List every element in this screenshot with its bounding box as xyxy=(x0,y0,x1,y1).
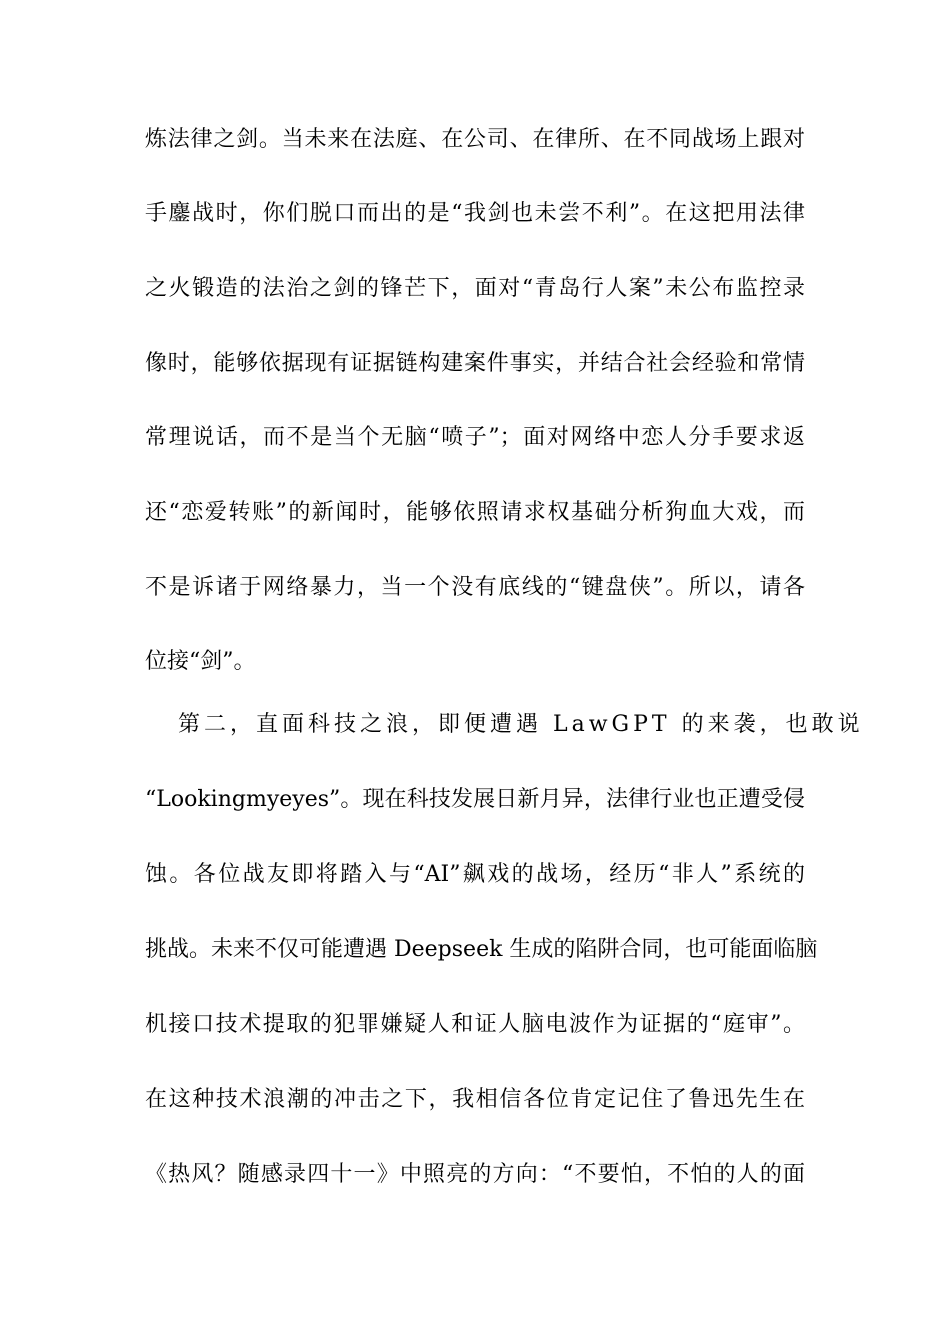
text-line: 常理说话，而不是当个无脑“喷子”；面对网络中恋人分手要求返 xyxy=(145,425,805,450)
text-line: 蚀。各位战友即将踏入与“AI”飙戏的战场，经历“非人”系统的 xyxy=(145,862,805,887)
text-line: 机接口技术提取的犯罪嫌疑人和证人脑电波作为证据的“庭审”。 xyxy=(145,1012,805,1037)
text-line: 炼法律之剑。当未来在法庭、在公司、在律所、在不同战场上跟对 xyxy=(145,127,805,152)
text-line: 《热风？随感录四十一》中照亮的方向：“不要怕，不怕的人的面 xyxy=(145,1162,805,1187)
text-line: 不是诉诸于网络暴力，当一个没有底线的“键盘侠”。所以，请各 xyxy=(145,575,805,600)
text-line: 之火锻造的法治之剑的锋芒下，面对“青岛行人案”未公布监控录 xyxy=(145,276,805,301)
text-line: 在这种技术浪潮的冲击之下，我相信各位肯定记住了鲁迅先生在 xyxy=(145,1087,805,1112)
text-line: 手鏖战时，你们脱口而出的是“我剑也未尝不利”。在这把用法律 xyxy=(145,201,805,226)
text-line: 还“恋爱转账”的新闻时，能够依照请求权基础分析狗血大戏，而 xyxy=(145,500,805,525)
text-line: 挑战。未来不仅可能遭遇 Deepseek 生成的陷阱合同，也可能面临脑 xyxy=(145,937,818,962)
text-line: 像时，能够依据现有证据链构建案件事实，并结合社会经验和常情 xyxy=(145,351,805,376)
text-line: “Lookingmyeyes”。现在科技发展日新月异，法律行业也正遭受侵 xyxy=(145,787,805,812)
text-line: 位接“剑”。 xyxy=(145,649,256,674)
paragraph-start-line: 第二，直面科技之浪，即便遭遇 LawGPT 的来袭，也敢说 xyxy=(178,712,864,737)
